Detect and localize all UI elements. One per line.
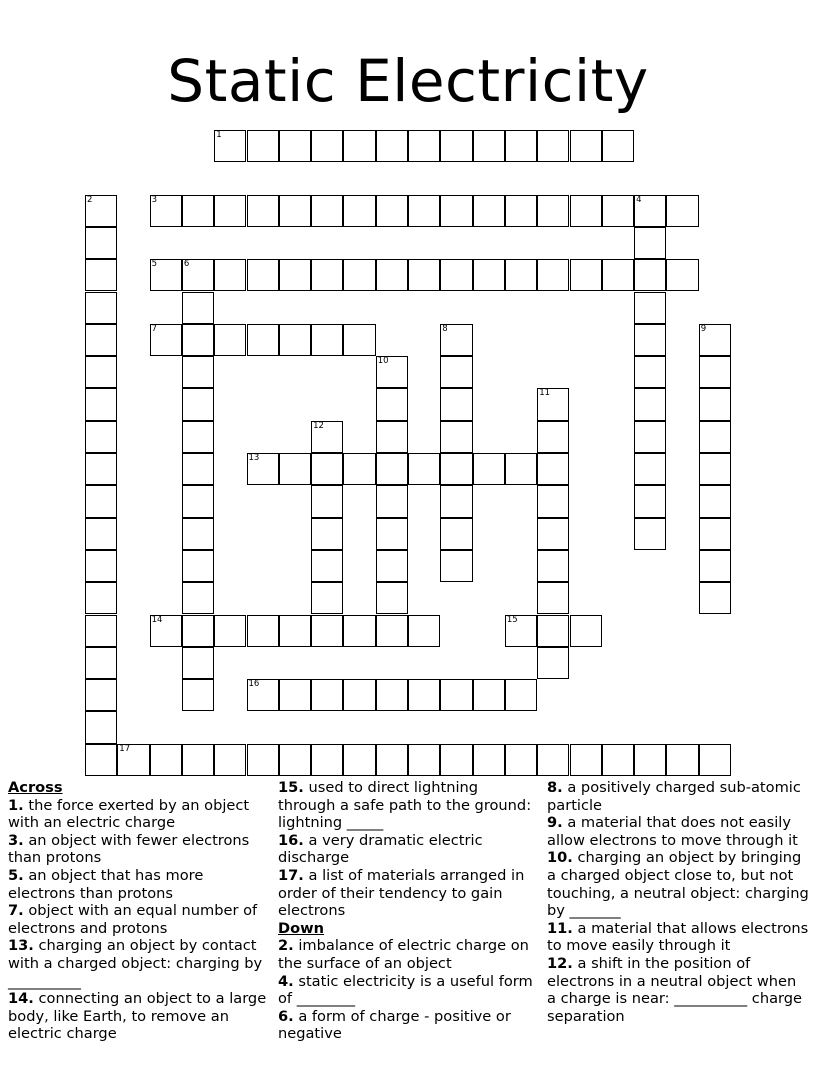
grid-cell[interactable]	[440, 679, 472, 711]
clue-number: 12	[313, 420, 324, 431]
grid-cell[interactable]	[311, 744, 343, 776]
grid-cell[interactable]	[376, 550, 408, 582]
grid-cell[interactable]	[85, 582, 117, 614]
grid-cell[interactable]	[634, 453, 666, 485]
down-heading: Down	[278, 919, 325, 937]
grid-cell[interactable]	[473, 744, 505, 776]
grid-cell[interactable]	[311, 485, 343, 517]
grid-cell[interactable]	[214, 259, 246, 291]
grid-cell[interactable]	[247, 195, 279, 227]
grid-cell[interactable]	[311, 130, 343, 162]
grid-cell[interactable]	[150, 744, 182, 776]
across-heading: Across	[8, 779, 63, 796]
grid-cell[interactable]	[279, 324, 311, 356]
grid-cell[interactable]	[182, 518, 214, 550]
grid-cell[interactable]	[85, 388, 117, 420]
grid-cell[interactable]	[634, 356, 666, 388]
grid-cell[interactable]	[408, 615, 440, 647]
grid-cell[interactable]	[85, 518, 117, 550]
grid-cell[interactable]	[505, 453, 537, 485]
grid-cell[interactable]	[247, 130, 279, 162]
grid-cell[interactable]	[279, 679, 311, 711]
grid-cell[interactable]	[85, 647, 117, 679]
grid-cell[interactable]	[376, 485, 408, 517]
grid-cell[interactable]	[537, 453, 569, 485]
clue-across-3: 3. an object with fewer electrons than protons	[8, 831, 250, 867]
grid-cell[interactable]	[537, 647, 569, 679]
grid-cell[interactable]	[279, 453, 311, 485]
grid-cell[interactable]	[666, 259, 698, 291]
grid-cell[interactable]	[634, 324, 666, 356]
grid-cell[interactable]	[602, 195, 634, 227]
grid-cell[interactable]	[182, 388, 214, 420]
grid-cell[interactable]	[85, 259, 117, 291]
grid-cell[interactable]	[376, 615, 408, 647]
grid-cell[interactable]	[182, 356, 214, 388]
clue-number: 13	[248, 453, 260, 463]
grid-cell[interactable]	[343, 615, 375, 647]
clue-number: 16	[248, 679, 260, 690]
grid-cell[interactable]	[182, 485, 214, 517]
grid-cell[interactable]	[117, 744, 149, 776]
grid-cell[interactable]	[440, 130, 472, 162]
grid-cell[interactable]	[376, 744, 408, 776]
grid-cell[interactable]	[473, 195, 505, 227]
grid-cell[interactable]	[699, 485, 731, 517]
grid-cell[interactable]	[150, 615, 182, 647]
grid-cell[interactable]	[440, 324, 472, 356]
grid-cell[interactable]	[311, 453, 343, 485]
grid-cell[interactable]	[570, 259, 602, 291]
grid-cell[interactable]	[311, 679, 343, 711]
grid-cell[interactable]	[408, 130, 440, 162]
grid-cell[interactable]	[537, 130, 569, 162]
grid-cell[interactable]	[279, 195, 311, 227]
grid-cell[interactable]	[214, 130, 246, 162]
clue-down-8: 8. a positively charged sub-atomic particle	[547, 779, 801, 814]
grid-cell[interactable]	[537, 421, 569, 453]
grid-cell[interactable]	[473, 453, 505, 485]
grid-cell[interactable]	[602, 130, 634, 162]
clue-down-9: 9. a material that does not easily allow electrons to move through it	[547, 814, 798, 849]
grid-cell[interactable]	[376, 388, 408, 420]
grid-cell[interactable]	[440, 453, 472, 485]
grid-cell[interactable]	[85, 744, 117, 776]
grid-cell[interactable]	[408, 195, 440, 227]
grid-cell[interactable]	[182, 195, 214, 227]
grid-cell[interactable]	[279, 130, 311, 162]
grid-cell[interactable]	[85, 421, 117, 453]
grid-cell[interactable]	[699, 582, 731, 614]
grid-cell[interactable]	[150, 195, 182, 227]
grid-cell[interactable]	[699, 324, 731, 356]
grid-cell[interactable]	[440, 744, 472, 776]
grid-cell[interactable]	[85, 453, 117, 485]
grid-cell[interactable]	[634, 421, 666, 453]
grid-cell[interactable]	[182, 550, 214, 582]
grid-cell[interactable]	[699, 388, 731, 420]
clue-number: 5	[151, 259, 158, 270]
grid-cell[interactable]	[699, 744, 731, 776]
grid-cell[interactable]	[376, 130, 408, 162]
clue-across-1: 1. the force exerted by an object with an electric charge	[8, 796, 250, 832]
grid-cell[interactable]	[182, 421, 214, 453]
clue-number: 14	[151, 614, 163, 625]
grid-cell[interactable]	[634, 259, 666, 291]
grid-cell[interactable]	[376, 195, 408, 227]
grid-cell[interactable]	[408, 679, 440, 711]
grid-cell[interactable]	[376, 421, 408, 453]
grid-cell[interactable]	[214, 615, 246, 647]
grid-cell[interactable]	[343, 324, 375, 356]
grid-cell[interactable]	[440, 356, 472, 388]
grid-cell[interactable]	[85, 485, 117, 517]
grid-cell[interactable]	[279, 744, 311, 776]
clue-down-2: 2. imbalance of electric charge on the surface of an object	[278, 937, 529, 972]
grid-cell[interactable]	[343, 130, 375, 162]
clue-down-4: 4. static electricity is a useful form of ________	[278, 972, 533, 1008]
clue-number: 1	[216, 130, 222, 140]
clue-number: 8	[442, 323, 448, 334]
grid-cell[interactable]	[570, 195, 602, 227]
clue-across-5: 5. an object that has more electrons than protons	[8, 866, 204, 902]
grid-cell[interactable]	[602, 259, 634, 291]
clue-number: 2	[87, 194, 93, 205]
grid-cell[interactable]	[311, 518, 343, 550]
grid-cell[interactable]	[376, 259, 408, 291]
grid-cell[interactable]	[537, 550, 569, 582]
grid-cell[interactable]	[150, 259, 182, 291]
grid-cell[interactable]	[376, 453, 408, 485]
grid-cell[interactable]	[473, 259, 505, 291]
grid-cell[interactable]	[311, 421, 343, 453]
grid-cell[interactable]	[440, 388, 472, 420]
grid-cell[interactable]	[343, 679, 375, 711]
grid-cell[interactable]	[85, 711, 117, 743]
clue-number: 10	[377, 356, 389, 367]
grid-cell[interactable]	[440, 421, 472, 453]
grid-cell[interactable]	[182, 744, 214, 776]
grid-cell[interactable]	[247, 744, 279, 776]
clue-column-3	[547, 779, 809, 1025]
grid-cell[interactable]	[311, 259, 343, 291]
grid-cell[interactable]	[537, 259, 569, 291]
grid-cell[interactable]	[537, 388, 569, 420]
grid-cell[interactable]	[311, 582, 343, 614]
grid-cell[interactable]	[473, 130, 505, 162]
grid-cell[interactable]	[311, 195, 343, 227]
clue-across-15: 15. used to direct lightning through a safe path to the ground: lightning _____	[278, 779, 532, 832]
grid-cell[interactable]	[440, 259, 472, 291]
grid-cell[interactable]	[537, 518, 569, 550]
grid-cell[interactable]	[247, 259, 279, 291]
clue-across-14: 14. connecting an object to a large body, like Earth, to remove an electric charge	[8, 990, 267, 1043]
grid-cell[interactable]	[505, 744, 537, 776]
grid-cell[interactable]	[247, 615, 279, 647]
clue-down-11: 11. a material that allows electrons to move easily through it	[547, 919, 809, 955]
grid-cell[interactable]	[85, 550, 117, 582]
grid-cell[interactable]	[699, 356, 731, 388]
grid-cell[interactable]	[343, 744, 375, 776]
grid-cell[interactable]	[343, 195, 375, 227]
clue-number: 6	[183, 259, 190, 270]
grid-cell[interactable]	[505, 195, 537, 227]
grid-cell[interactable]	[634, 518, 666, 550]
clue-across-7: 7. object with an equal number of electrons and protons	[8, 902, 258, 937]
grid-cell[interactable]	[376, 518, 408, 550]
clue-number: 4	[636, 194, 642, 205]
grid-cell[interactable]	[537, 582, 569, 614]
grid-cell[interactable]	[408, 453, 440, 485]
grid-cell[interactable]	[505, 130, 537, 162]
grid-cell[interactable]	[279, 615, 311, 647]
grid-cell[interactable]	[214, 195, 246, 227]
clue-across-13: 13. charging an object by contact with a charged object: charging by __________	[8, 937, 263, 990]
grid-cell[interactable]	[570, 130, 602, 162]
grid-cell[interactable]	[182, 324, 214, 356]
clue-number: 11	[539, 388, 551, 399]
grid-cell[interactable]	[247, 324, 279, 356]
grid-cell[interactable]	[376, 356, 408, 388]
grid-cell[interactable]	[505, 259, 537, 291]
grid-cell[interactable]	[376, 582, 408, 614]
grid-cell[interactable]	[408, 259, 440, 291]
clue-number: 7	[151, 323, 158, 334]
grid-cell[interactable]	[85, 356, 117, 388]
clue-number: 17	[119, 743, 131, 754]
grid-cell[interactable]	[214, 744, 246, 776]
grid-cell[interactable]	[182, 453, 214, 485]
grid-cell[interactable]	[666, 744, 698, 776]
grid-cell[interactable]	[85, 679, 117, 711]
grid-cell[interactable]	[634, 388, 666, 420]
grid-cell[interactable]	[699, 550, 731, 582]
grid-cell[interactable]	[537, 485, 569, 517]
grid-cell[interactable]	[699, 421, 731, 453]
grid-cell[interactable]	[85, 227, 117, 259]
grid-cell[interactable]	[311, 324, 343, 356]
grid-cell[interactable]	[505, 679, 537, 711]
clue-across-17: 17. a list of materials arranged in order of their tendency to gain electrons	[278, 866, 525, 920]
grid-cell[interactable]	[440, 518, 472, 550]
grid-cell[interactable]	[311, 615, 343, 647]
clue-down-6: 6. a form of charge - positive or negative	[278, 1007, 511, 1043]
grid-cell[interactable]	[85, 324, 117, 356]
grid-cell[interactable]	[376, 679, 408, 711]
clue-down-12: 12. a shift in the position of electrons in a neutral object when a charge is near: __________ charge separation	[547, 954, 802, 1025]
grid-cell[interactable]	[311, 550, 343, 582]
clue-across-16: 16. a very dramatic electric discharge	[278, 831, 483, 867]
grid-cell[interactable]	[182, 259, 214, 291]
grid-cell[interactable]	[85, 292, 117, 324]
grid-cell[interactable]	[537, 195, 569, 227]
grid-cell[interactable]	[634, 292, 666, 324]
clue-column-1	[8, 779, 270, 1043]
grid-cell[interactable]	[182, 582, 214, 614]
clue-number: 15	[506, 614, 518, 625]
grid-cell[interactable]	[440, 550, 472, 582]
grid-cell[interactable]	[182, 292, 214, 324]
grid-cell[interactable]	[214, 324, 246, 356]
grid-cell[interactable]	[537, 744, 569, 776]
grid-cell[interactable]	[440, 485, 472, 517]
grid-cell[interactable]	[570, 615, 602, 647]
grid-cell[interactable]	[699, 453, 731, 485]
grid-cell[interactable]	[343, 453, 375, 485]
page-title: Static Electricity	[167, 47, 649, 115]
grid-cell[interactable]	[537, 615, 569, 647]
grid-cell[interactable]	[666, 195, 698, 227]
grid-cell[interactable]	[279, 259, 311, 291]
grid-cell[interactable]	[182, 679, 214, 711]
clue-down-10: 10. charging an object by bringing a charged object close to, but not touching, a neutral object: charging by _______	[547, 849, 809, 920]
clue-number: 9	[700, 323, 707, 334]
grid-cell[interactable]	[182, 615, 214, 647]
grid-cell[interactable]	[602, 744, 634, 776]
grid-cell[interactable]	[505, 615, 537, 647]
grid-cell[interactable]	[85, 615, 117, 647]
grid-cell[interactable]	[634, 227, 666, 259]
grid-cell[interactable]	[634, 485, 666, 517]
grid-cell[interactable]	[85, 195, 117, 227]
grid-cell[interactable]	[634, 744, 666, 776]
clue-number: 3	[151, 194, 158, 205]
grid-cell[interactable]	[343, 259, 375, 291]
grid-cell[interactable]	[247, 453, 279, 485]
grid-cell[interactable]	[570, 744, 602, 776]
grid-cell[interactable]	[634, 195, 666, 227]
grid-cell[interactable]	[473, 679, 505, 711]
grid-cell[interactable]	[408, 744, 440, 776]
clue-column-2	[278, 779, 540, 1043]
grid-cell[interactable]	[247, 679, 279, 711]
grid-cell[interactable]	[150, 324, 182, 356]
grid-cell[interactable]	[699, 518, 731, 550]
grid-cell[interactable]	[440, 195, 472, 227]
grid-cell[interactable]	[182, 647, 214, 679]
